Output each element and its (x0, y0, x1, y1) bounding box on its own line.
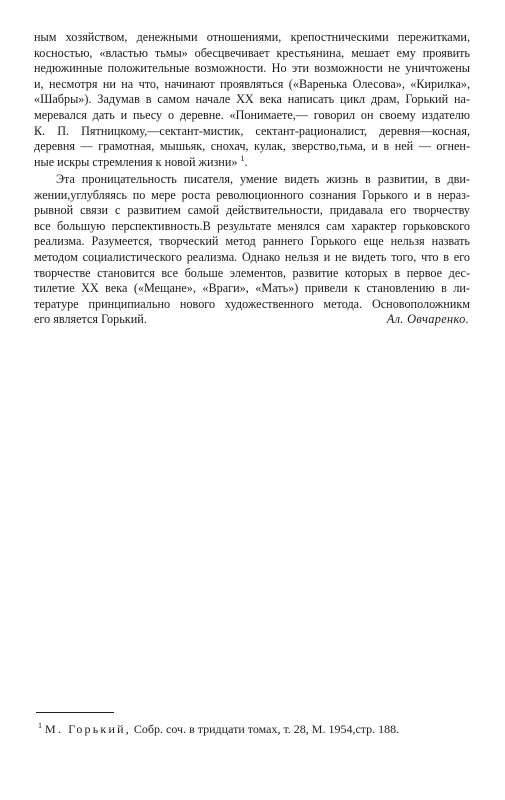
footnote-author: М. Горький, (45, 722, 131, 736)
paragraph-2-line: Эта проницательность писателя, умение видеть жизнь в развитии, в дви- (56, 172, 470, 186)
paragraph-1-line: меревался дать и пьесу о деревне. «Понимаете,— говорил он своему издателю (34, 107, 470, 122)
paragraph-1-line: «Шабры»). Задумав в самом начале XX века написать цикл драм, Горький на- (34, 92, 470, 107)
paragraph-1-line: недюжинные положительные возможности. Но эти возможности не уничтожены (34, 61, 470, 76)
paragraph-1-line: деревня — грамотная, мышьяк, снохач, кулак, зверство,тьма, и в ней — огнен- (34, 139, 470, 154)
footnote (38, 722, 470, 737)
paragraph-1-line: и, несмотря ни на что, начинают проявляться («Варенька Олесова», «Кирилка», (34, 76, 470, 91)
author-signature: Ал. Овчаренко. (386, 312, 469, 326)
paragraph-1-last-line: ные искры стремления к новой жизни» $^1$. (34, 153, 248, 169)
paragraph-2-last-line: его является Горький. (34, 312, 147, 327)
paragraph-2-line: все большую перспективность.В результате менялся сам характер горьковского (34, 218, 470, 233)
paragraph-1 (34, 30, 470, 170)
paragraph-2-line: методом социалистического реализма. Однако нельзя и не видеть того, что в его (34, 249, 470, 264)
paragraph-1-line: К. П. Пятницкому,—сектант-мистик, сектант-рационалист, деревня—косная, (34, 123, 470, 138)
paragraph-2-line: тературе принципиально нового художественного метода. Основоположникм (34, 296, 470, 311)
paragraph-1-line: косностью, «властью тьмы» обесцвечивает крестьянина, мешает ему проявить (34, 45, 470, 60)
paragraph-1-line: ным хозяйством, денежными отношениями, крепостническими пережитками, (34, 30, 470, 44)
paragraph-2 (34, 172, 470, 328)
footnote-text: Собр. соч. в тридцати томах, т. 28, М. 1954,стр. 188. (133, 722, 400, 736)
footnote-reference: 1 (240, 153, 245, 163)
paragraph-2-line: жении,углубляясь по мере роста революционного сознания Горького и в нераз- (34, 187, 470, 202)
paragraph-2-line: творчестве становится все больше элементов, развитие которых в первое дес- (34, 265, 470, 280)
footnote-divider (36, 712, 114, 713)
paragraph-1-last-line-text: ные искры стремления к новой жизни» (34, 154, 238, 169)
paragraph-2-line: тилетие XX века («Мещане», «Враги», «Мать») привели к становлению в ли- (34, 281, 470, 296)
paragraph-2-line: рывной связи с развитием самой действительности, придавала его творчеству (34, 203, 470, 218)
paragraph-2-line: реализма. Разумеется, творческий метод раннего Горького еще нельзя назвать (34, 234, 470, 249)
footnote-number: 1 (38, 721, 42, 730)
